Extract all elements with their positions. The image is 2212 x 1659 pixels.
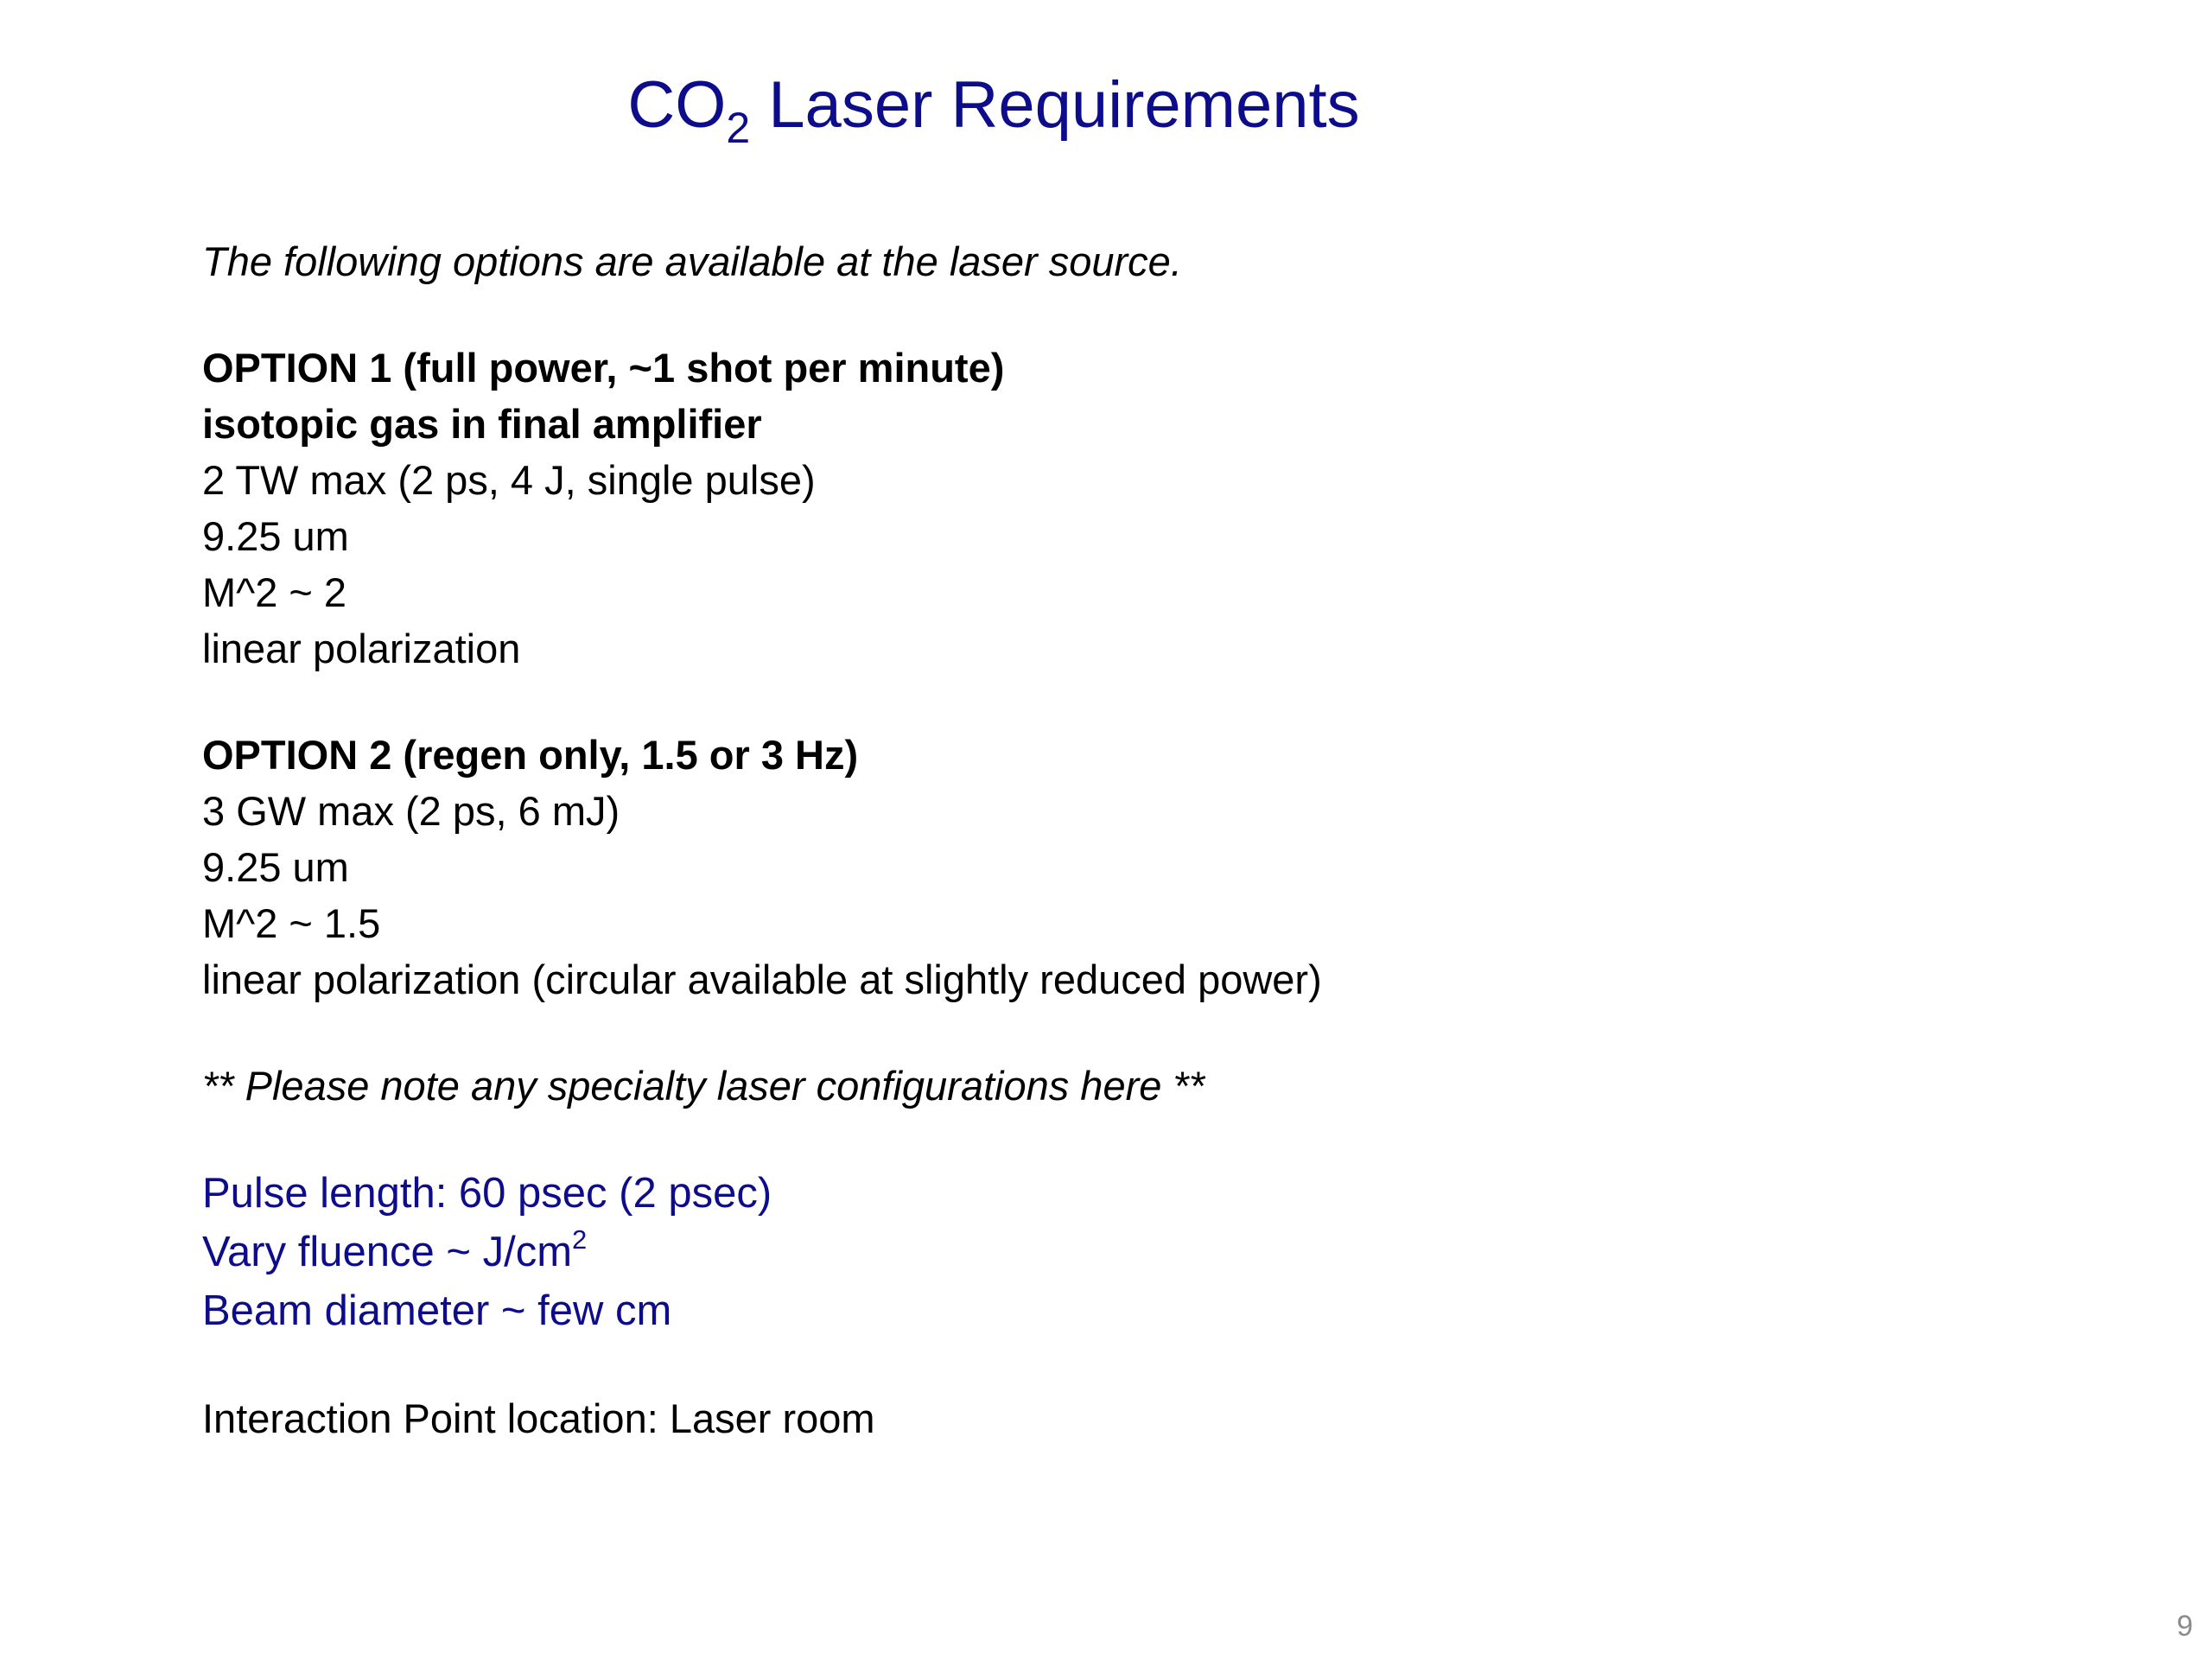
interaction-point: Interaction Point location: Laser room [202, 1395, 875, 1441]
option1-heading: OPTION 1 (full power, ~1 shot per minute) [202, 345, 1005, 391]
option1-subheading: isotopic gas in final amplifier [202, 401, 762, 447]
specialty-note: ** Please note any specialty laser configurations here ** [202, 1063, 1205, 1109]
option1-polarization: linear polarization [202, 626, 521, 671]
option2-power: 3 GW max (2 ps, 6 mJ) [202, 788, 620, 834]
title-subscript: 2 [726, 104, 751, 152]
fluence [202, 1223, 2103, 1281]
intro-text: The following options are available at the laser source. [202, 238, 1182, 284]
pulse-length: Pulse length: 60 psec (2 psec) [202, 1170, 772, 1217]
option1-wavelength: 9.25 um [202, 513, 349, 559]
option2-polarization: linear polarization (circular available at slightly reduced power) [202, 957, 1322, 1002]
slide-title [0, 62, 1987, 152]
option1-power: 2 TW max (2 ps, 4 J, single pulse) [202, 457, 816, 503]
option2-heading: OPTION 2 (regen only, 1.5 or 3 Hz) [202, 732, 859, 778]
option2-beam-quality: M^2 ~ 1.5 [202, 900, 381, 946]
slide-body [202, 233, 2103, 1446]
fluence-superscript: 2 [572, 1224, 588, 1255]
beam-diameter: Beam diameter ~ few cm [202, 1287, 672, 1334]
option1-beam-quality: M^2 ~ 2 [202, 569, 347, 615]
title-rest: Laser Requirements [750, 68, 1360, 142]
fluence-text: Vary fluence ~ J/cm [202, 1229, 573, 1275]
title-main: CO [627, 68, 727, 142]
option2-wavelength: 9.25 um [202, 844, 349, 890]
page-number: 9 [2177, 1610, 2193, 1643]
